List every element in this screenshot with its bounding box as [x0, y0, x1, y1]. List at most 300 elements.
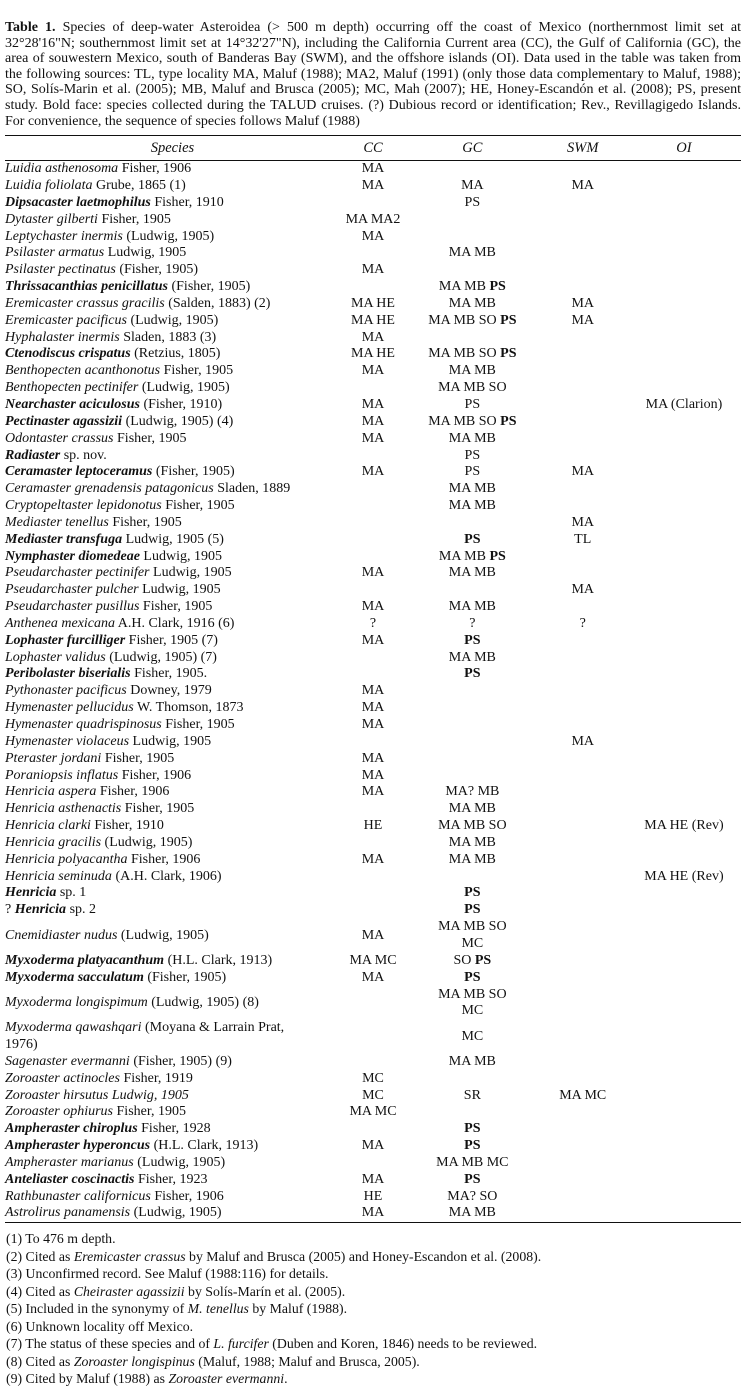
oi-cell [627, 885, 741, 902]
table-row [5, 380, 741, 397]
swm-cell [539, 801, 627, 818]
swm-cell [539, 902, 627, 919]
cc-cell: MA MA2 [345, 211, 401, 227]
cc-cell: MA [361, 969, 385, 985]
table-row [5, 1172, 741, 1189]
cc-cell: MA [361, 178, 385, 193]
cc-cell [340, 885, 406, 902]
swm-cell [539, 700, 627, 717]
species-cell: Cryptopeltaster lepidonotus Fisher, 1905 [5, 498, 235, 514]
table-row [5, 414, 741, 431]
cc-cell [340, 1121, 406, 1138]
species-cell: Odontaster crassus Fisher, 1905 [5, 430, 187, 446]
cc-cell: MA [361, 363, 385, 379]
table-row [5, 818, 741, 835]
table-row [5, 666, 741, 683]
species-cell: Pseudarchaster pulcher Ludwig, 1905 [5, 582, 221, 598]
column-header-swm: SWM [539, 136, 627, 161]
species-cell: Thrissacanthias penicillatus (Fisher, 1905) [5, 279, 251, 295]
table-row [5, 245, 741, 262]
species-cell: Dytaster gilberti Fisher, 1905 [5, 211, 171, 227]
gc-cell: SR [463, 1087, 481, 1103]
column-header-species: Species [5, 136, 340, 161]
table-row [5, 919, 741, 953]
gc-cell: MA MB [448, 295, 496, 311]
species-cell: Peribolaster biserialis Fisher, 1905. [5, 666, 208, 682]
footnote: (2) Cited as Eremicaster crassus by Maluf and Brusca (2005) and Honey-Escandon et al. (2008). [6, 1248, 542, 1264]
cc-cell: HE [363, 1188, 383, 1204]
table-row [5, 431, 741, 448]
oi-cell [627, 346, 741, 363]
swm-cell [539, 481, 627, 498]
species-cell: Pythonaster pacificus Downey, 1979 [5, 683, 212, 699]
gc-cell [406, 717, 538, 734]
swm-cell [539, 431, 627, 448]
oi-cell [627, 987, 741, 1021]
table-row [5, 481, 741, 498]
swm-cell [539, 784, 627, 801]
table-row [5, 1189, 741, 1206]
swm-cell: MA [571, 582, 595, 598]
gc-cell: MA MB [448, 565, 496, 581]
footnote: (7) The status of these species and of L. furcifer (Duben and Koren, 1846) needs to be reviewed. [6, 1336, 538, 1352]
swm-cell [539, 212, 627, 229]
cc-cell: MA HE [351, 312, 395, 328]
oi-cell [627, 1121, 741, 1138]
cc-cell: MC [362, 1087, 384, 1103]
cc-cell: MA MC [349, 952, 397, 968]
footnote: (3) Unconfirmed record. See Maluf (1988:116) for details. [6, 1266, 329, 1282]
swm-cell [539, 919, 627, 953]
table-caption [5, 20, 741, 129]
swm-cell [539, 229, 627, 246]
species-cell: Cnemidiaster nudus (Ludwig, 1905) [5, 927, 209, 943]
gc-cell: MA MB SO MC [438, 919, 507, 951]
gc-cell: PS [464, 531, 481, 547]
cc-cell: MA [361, 927, 385, 943]
table-row [5, 1020, 741, 1054]
table-row [5, 549, 741, 566]
cc-cell [340, 195, 406, 212]
swm-cell [539, 549, 627, 566]
oi-cell [627, 161, 741, 178]
species-cell: Henricia clarki Fisher, 1910 [5, 818, 164, 834]
gc-cell: MA MB SO [438, 818, 507, 834]
oi-cell [627, 515, 741, 532]
gc-cell: MA MB [448, 599, 496, 615]
oi-cell [627, 835, 741, 852]
species-cell: Astrolirus panamensis (Ludwig, 1905) [5, 1205, 222, 1221]
cc-cell: MA [361, 1138, 385, 1154]
cc-cell: MA HE [351, 346, 395, 362]
cc-cell: MA [361, 565, 385, 581]
oi-cell [627, 970, 741, 987]
oi-cell [627, 751, 741, 768]
oi-cell [627, 599, 741, 616]
cc-cell [340, 448, 406, 465]
gc-cell: MA MB [448, 430, 496, 446]
swm-cell [539, 448, 627, 465]
table-row [5, 515, 741, 532]
swm-cell: MA [571, 295, 595, 311]
species-cell: Nearchaster aciculosus (Fisher, 1910) [5, 396, 223, 412]
swm-cell: MA MC [559, 1087, 607, 1103]
swm-cell [539, 683, 627, 700]
gc-cell: MA MB SO PS [428, 312, 517, 328]
table-body [5, 161, 741, 1223]
cc-cell [340, 481, 406, 498]
swm-cell [539, 987, 627, 1021]
table-row [5, 397, 741, 414]
swm-cell [539, 633, 627, 650]
swm-cell: MA [571, 733, 595, 749]
cc-cell [340, 515, 406, 532]
oi-cell [627, 448, 741, 465]
species-cell: Eremicaster pacificus (Ludwig, 1905) [5, 312, 219, 328]
gc-cell: MA MB PS [438, 279, 506, 295]
table-row [5, 784, 741, 801]
swm-cell [539, 245, 627, 262]
gc-cell: MA MB [448, 363, 496, 379]
swm-cell [539, 666, 627, 683]
column-header-cc: CC [340, 136, 406, 161]
table-row [5, 279, 741, 296]
species-cell: Ampheraster hyperoncus (H.L. Clark, 1913) [5, 1138, 259, 1154]
cc-cell: MA [361, 329, 385, 345]
species-cell: Rathbunaster californicus Fisher, 1906 [5, 1188, 224, 1204]
table-row [5, 599, 741, 616]
cc-cell [340, 1020, 406, 1054]
swm-cell: MA [571, 514, 595, 530]
table-row [5, 1054, 741, 1071]
swm-cell: ? [579, 615, 586, 631]
species-cell: Psilaster pectinatus (Fisher, 1905) [5, 262, 199, 278]
gc-cell: MA MB PS [438, 548, 506, 564]
oi-cell [627, 953, 741, 970]
table-row [5, 885, 741, 902]
species-cell: Pectinaster agassizii (Ludwig, 1905) (4) [5, 413, 234, 429]
oi-cell: MA HE (Rev) [644, 818, 724, 834]
oi-cell [627, 245, 741, 262]
swm-cell [539, 852, 627, 869]
species-cell: Hymenaster violaceus Ludwig, 1905 [5, 733, 212, 749]
species-cell: Myxoderma platyacanthum (H.L. Clark, 1913) [5, 952, 273, 968]
gc-cell [406, 751, 538, 768]
table-row [5, 835, 741, 852]
gc-cell [406, 869, 538, 886]
cc-cell [340, 666, 406, 683]
table-row [5, 953, 741, 970]
cc-cell: MA MC [349, 1104, 397, 1120]
table-row [5, 616, 741, 633]
cc-cell: MA [361, 262, 385, 278]
footnote: (1) To 476 m depth. [6, 1231, 116, 1247]
gc-cell [406, 683, 538, 700]
cc-cell [340, 869, 406, 886]
gc-cell: MA MB [448, 801, 496, 817]
oi-cell [627, 498, 741, 515]
swm-cell [539, 1155, 627, 1172]
gc-cell [406, 161, 538, 178]
cc-cell: MA HE [351, 295, 395, 311]
oi-cell [627, 683, 741, 700]
table-row [5, 734, 741, 751]
oi-cell [627, 1054, 741, 1071]
swm-cell [539, 1172, 627, 1189]
species-cell: Sagenaster evermanni (Fisher, 1905) (9) [5, 1053, 232, 1069]
species-cell: Lophaster furcilliger Fisher, 1905 (7) [5, 632, 218, 648]
oi-cell [627, 801, 741, 818]
gc-cell: MA MB [448, 834, 496, 850]
table-row [5, 313, 741, 330]
swm-cell [539, 1138, 627, 1155]
oi-cell [627, 1189, 741, 1206]
species-cell: Ampheraster marianus (Ludwig, 1905) [5, 1154, 226, 1170]
species-cell: Henricia polyacantha Fisher, 1906 [5, 851, 201, 867]
swm-cell [539, 818, 627, 835]
gc-cell: MA MB SO PS [428, 346, 517, 362]
swm-cell: MA [571, 312, 595, 328]
swm-cell [539, 1054, 627, 1071]
table-row [5, 869, 741, 886]
cc-cell [340, 245, 406, 262]
species-cell: Benthopecten acanthonotus Fisher, 1905 [5, 363, 234, 379]
swm-cell: MA [571, 178, 595, 193]
gc-cell [406, 515, 538, 532]
oi-cell [627, 919, 741, 953]
table-row [5, 464, 741, 481]
gc-cell: MA MB SO [438, 380, 507, 396]
cc-cell: MA [361, 464, 385, 480]
gc-cell [406, 262, 538, 279]
species-cell: Anteliaster coscinactis Fisher, 1923 [5, 1171, 208, 1187]
gc-cell [406, 1071, 538, 1088]
gc-cell [406, 700, 538, 717]
cc-cell: MA [361, 851, 385, 867]
table-row [5, 683, 741, 700]
table-row [5, 1205, 741, 1222]
swm-cell [539, 953, 627, 970]
gc-cell: PS [464, 885, 481, 901]
oi-cell [627, 650, 741, 667]
oi-cell [627, 784, 741, 801]
swm-cell [539, 1020, 627, 1054]
gc-cell [406, 768, 538, 785]
gc-cell: MA MB [448, 1205, 496, 1221]
gc-cell: MA? SO [447, 1188, 498, 1204]
swm-cell [539, 363, 627, 380]
cc-cell: MA [361, 632, 385, 648]
species-cell: Henricia sp. 1 [5, 885, 87, 901]
swm-cell [539, 717, 627, 734]
gc-cell: PS [464, 194, 481, 210]
swm-cell [539, 970, 627, 987]
gc-cell: ? [469, 615, 476, 631]
swm-cell [539, 161, 627, 178]
table-row [5, 970, 741, 987]
oi-cell [627, 768, 741, 785]
table-row [5, 532, 741, 549]
table-row [5, 1071, 741, 1088]
table-row [5, 346, 741, 363]
species-cell: Ceramaster grenadensis patagonicus Sladen, 1889 [5, 481, 291, 497]
cc-cell [340, 1054, 406, 1071]
table-row [5, 1155, 741, 1172]
table-row [5, 565, 741, 582]
cc-cell [340, 380, 406, 397]
gc-cell: PS [464, 1171, 481, 1187]
species-distribution-table [5, 135, 741, 1223]
swm-cell [539, 1205, 627, 1222]
table-row [5, 195, 741, 212]
gc-cell: PS [464, 902, 481, 918]
oi-cell [627, 229, 741, 246]
species-cell: Hymenaster quadrispinosus Fisher, 1905 [5, 717, 235, 732]
footnote: (6) Unknown locality off Mexico. [6, 1318, 194, 1334]
cc-cell: MA [361, 700, 385, 716]
cc-cell: MA [361, 1171, 385, 1187]
gc-cell: PS [464, 464, 481, 480]
oi-cell [627, 178, 741, 195]
cc-cell: MA [361, 1205, 385, 1221]
species-cell: Henricia gracilis (Ludwig, 1905) [5, 834, 193, 850]
species-cell: ? Henricia sp. 2 [5, 902, 97, 918]
table-row [5, 801, 741, 818]
gc-cell: MA MB [448, 498, 496, 514]
swm-cell [539, 885, 627, 902]
oi-cell [627, 549, 741, 566]
species-cell: Ceramaster leptoceramus (Fisher, 1905) [5, 464, 235, 480]
species-cell: Myxoderma qawashqari (Moyana & Larrain Prat, 1976) [5, 1020, 285, 1053]
oi-cell [627, 700, 741, 717]
swm-cell [539, 414, 627, 431]
gc-cell: MA? MB [445, 784, 500, 800]
table-row [5, 229, 741, 246]
swm-cell [539, 650, 627, 667]
oi-cell [627, 262, 741, 279]
gc-cell [406, 1104, 538, 1121]
cc-cell: MA [361, 750, 385, 766]
oi-cell [627, 717, 741, 734]
cc-cell [340, 801, 406, 818]
oi-cell: MA (Clarion) [645, 396, 723, 412]
species-cell: Henricia asthenactis Fisher, 1905 [5, 801, 195, 817]
table-row [5, 751, 741, 768]
oi-cell [627, 212, 741, 229]
table-row [5, 161, 741, 178]
species-cell: Myxoderma sacculatum (Fisher, 1905) [5, 969, 227, 985]
cc-cell: MA [361, 396, 385, 412]
gc-cell: MA MB [448, 481, 496, 497]
oi-cell [627, 1088, 741, 1105]
gc-cell: SO PS [453, 952, 492, 968]
table-header-row [5, 136, 741, 161]
gc-cell [406, 229, 538, 246]
table-row [5, 262, 741, 279]
cc-cell: MA [361, 161, 385, 177]
species-cell: Dipsacaster laetmophilus Fisher, 1910 [5, 194, 224, 210]
oi-cell [627, 481, 741, 498]
footnotes-section [5, 1230, 741, 1388]
oi-cell [627, 195, 741, 212]
cc-cell [340, 498, 406, 515]
gc-cell: MA MB [448, 649, 496, 665]
cc-cell [340, 734, 406, 751]
oi-cell [627, 532, 741, 549]
species-cell: Mediaster tenellus Fisher, 1905 [5, 514, 182, 530]
swm-cell [539, 330, 627, 347]
gc-cell: PS [464, 396, 481, 412]
species-cell: Hyphalaster inermis Sladen, 1883 (3) [5, 329, 217, 345]
table-row [5, 296, 741, 313]
gc-cell [406, 734, 538, 751]
table-header [5, 136, 741, 161]
swm-cell: MA [571, 464, 595, 480]
footnote: (5) Included in the synonymy of M. tenellus by Maluf (1988). [6, 1301, 348, 1317]
species-cell: Leptychaster inermis (Ludwig, 1905) [5, 228, 215, 244]
column-header-oi: OI [627, 136, 741, 161]
swm-cell [539, 1121, 627, 1138]
species-cell: Psilaster armatus Ludwig, 1905 [5, 245, 187, 261]
cc-cell: MA [361, 683, 385, 699]
oi-cell [627, 431, 741, 448]
table-row [5, 363, 741, 380]
cc-cell [340, 1155, 406, 1172]
table-row [5, 650, 741, 667]
cc-cell [340, 549, 406, 566]
swm-cell [539, 380, 627, 397]
species-cell: Pseudarchaster pectinifer Ludwig, 1905 [5, 565, 232, 581]
table-row [5, 1088, 741, 1105]
swm-cell [539, 262, 627, 279]
table-row [5, 768, 741, 785]
gc-cell: MA MB [448, 851, 496, 867]
gc-cell: PS [464, 447, 481, 463]
oi-cell [627, 565, 741, 582]
table-row [5, 700, 741, 717]
oi-cell [627, 1104, 741, 1121]
cc-cell [340, 532, 406, 549]
species-cell: Eremicaster crassus gracilis (Salden, 1883) (2) [5, 295, 271, 311]
cc-cell: MA [361, 430, 385, 446]
cc-cell [340, 650, 406, 667]
cc-cell: MA [361, 717, 385, 732]
species-cell: Anthenea mexicana A.H. Clark, 1916 (6) [5, 615, 235, 631]
species-cell: Henricia seminuda (A.H. Clark, 1906) [5, 868, 222, 884]
oi-cell [627, 1172, 741, 1189]
footnote: (8) Cited as Zoroaster longispinus (Maluf, 1988; Maluf and Brusca, 2005). [6, 1353, 420, 1369]
cc-cell: MA [361, 767, 385, 783]
column-header-gc: GC [406, 136, 538, 161]
table-caption-text: Species of deep-water Asteroidea (> 500 m depth) occurring off the coast of Mexico (northernmost limit set at 32°28'16"N; southernmost limit set at 14°32'27"N), including the California Current area (CC), the Gulf of California (GC), the area of souwestern Mexico, south of Banderas Bay (SWM), and the offshore islands (OI). Data used in the table was taken from the following sources: TL, type locality MA, Maluf (1988); MA2, Maluf (1991) (only those data complementary to Maluf, 1988); SO, Solís-Marin et al. (2005); MB, Maluf and Brusca (2005); MC, Mah (2007); HE, Honey-Escandón et al. (2008); PS, present study. Bold face: species collected during the TALUD cruises. (?) Dubious record or identification; Rev., Revillagigedo Islands. For convenience, the sequence of species follows Maluf (1988) [5, 20, 741, 129]
species-cell: Luidia asthenosoma Fisher, 1906 [5, 161, 192, 177]
gc-cell: MA MB MC [436, 1154, 509, 1170]
table-row [5, 330, 741, 347]
oi-cell [627, 414, 741, 431]
cc-cell: MA [361, 599, 385, 615]
table-row [5, 212, 741, 229]
oi-cell [627, 296, 741, 313]
cc-cell [340, 279, 406, 296]
oi-cell [627, 582, 741, 599]
gc-cell: MA MB SO PS [428, 413, 517, 429]
species-cell: Pteraster jordani Fisher, 1905 [5, 750, 175, 766]
swm-cell [539, 1104, 627, 1121]
footnote: (9) Cited by Maluf (1988) as Zoroaster evermanni. [6, 1371, 288, 1387]
table-row [5, 987, 741, 1021]
table-row [5, 902, 741, 919]
gc-cell: PS [464, 1121, 481, 1137]
